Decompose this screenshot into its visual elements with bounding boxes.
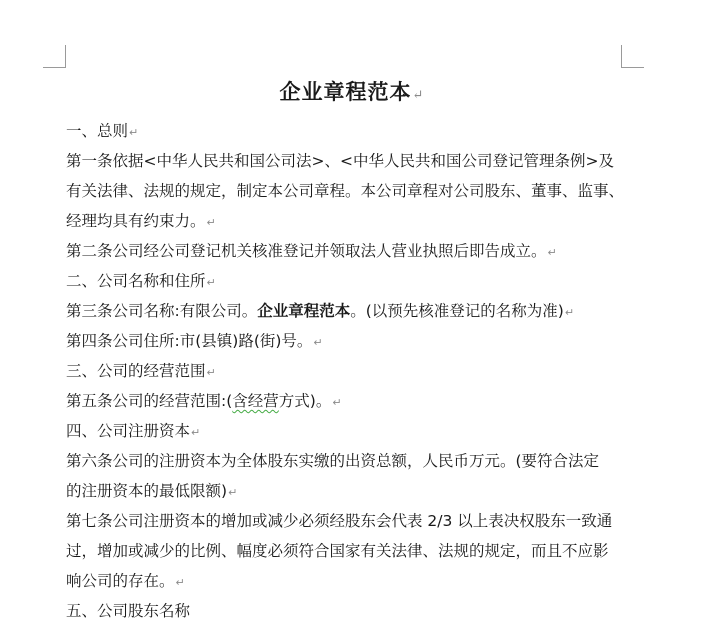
paragraph-mark-icon: ↵ (206, 366, 216, 379)
article-2: 第二条公司经公司登记机关核准登记并领取法人营业执照后即告成立。↵ (66, 242, 557, 260)
document-title[interactable] (0, 76, 704, 106)
article-6-line-1: 第六条公司的注册资本为全体股东实缴的出资总额，人民币万元。(要符合法定 (66, 452, 600, 470)
paragraph-mark-icon: ↵ (175, 576, 185, 589)
section-heading-registered-capital: 四、公司注册资本↵ (66, 422, 201, 440)
section-heading-name-address: 二、公司名称和住所↵ (66, 272, 216, 290)
page-corner-mark-top-right (621, 45, 644, 68)
article-7-line-3: 响公司的存在。↵ (66, 572, 185, 590)
paragraph-mark-icon: ↵ (129, 126, 139, 139)
paragraph-mark-icon: ↵ (332, 396, 342, 409)
paragraph-mark-icon: ↵ (547, 246, 557, 259)
article-6-line-2: 的注册资本的最低限额)↵ (66, 482, 238, 500)
paragraph-mark-icon: ↵ (228, 486, 238, 499)
paragraph-mark-icon: ↵ (412, 88, 425, 103)
section-heading-general: 一、总则↵ (66, 122, 139, 140)
article-5: 第五条公司的经营范围:(含经营方式)。↵ (66, 392, 342, 410)
paragraph-mark-icon: ↵ (564, 306, 575, 319)
article-4: 第四条公司住所:市(县镇)路(街)号。↵ (66, 332, 323, 350)
section-heading-business-scope: 三、公司的经营范围↵ (66, 362, 216, 380)
page-corner-mark-top-left (43, 45, 66, 68)
article-1-line-3: 经理均具有约束力。↵ (66, 212, 216, 230)
article-7-line-1: 第七条公司注册资本的增加或减少必须经股东会代表 2/3 以上表决权股东一致通 (66, 512, 613, 530)
article-1-line-2: 有关法律、法规的规定，制定本公司章程。本公司章程对公司股东、董事、监事、 (66, 182, 625, 200)
grammar-underline[interactable]: 含经营 (232, 392, 279, 410)
paragraph-mark-icon: ↵ (191, 426, 201, 439)
title-text: 企业章程范本 (279, 79, 412, 104)
article-1-line-1: 第一条依据<中华人民共和国公司法>、<中华人民共和国公司登记管理条例>及 (66, 152, 614, 170)
article-7-line-2: 过，增加或减少的比例、幅度必须符合国家有关法律、法规的规定，而且不应影 (66, 542, 609, 560)
document-body[interactable] (66, 116, 626, 626)
paragraph-mark-icon: ↵ (206, 216, 216, 229)
article-3: 第三条公司名称:有限公司。企业章程范本。(以预先核准登记的名称为准)↵ (66, 302, 575, 320)
section-heading-shareholders: 五、公司股东名称 (66, 602, 191, 620)
paragraph-mark-icon: ↵ (313, 336, 323, 349)
paragraph-mark-icon: ↵ (206, 276, 216, 289)
